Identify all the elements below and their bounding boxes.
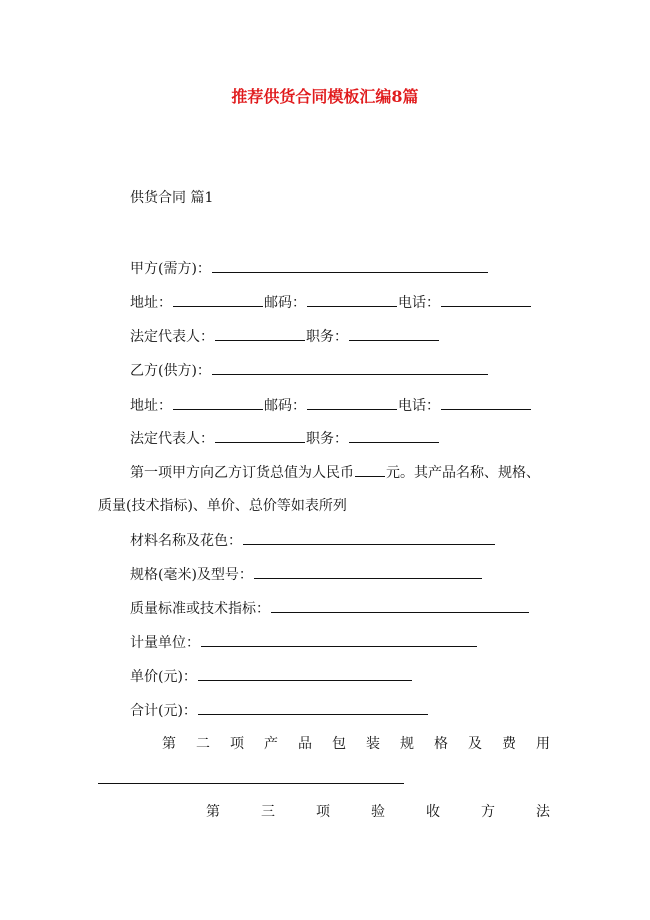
position-blank[interactable] [349, 326, 439, 341]
clause2-char: 第 [162, 736, 176, 752]
party-a-rep-row [130, 326, 440, 347]
postcode-blank[interactable] [307, 395, 397, 410]
clause3-char: 收 [426, 804, 440, 820]
position-blank[interactable] [349, 428, 439, 443]
clause2-char: 项 [230, 736, 244, 752]
material-blank[interactable] [243, 530, 495, 545]
price-row [130, 666, 413, 687]
clause2-heading [162, 734, 550, 754]
clause2-char: 规 [400, 736, 414, 752]
position-label: 职务： [306, 329, 348, 345]
clause1-text-b: 元。其产品名称、规格、 [386, 465, 540, 481]
clause1-line1 [130, 462, 540, 483]
clause2-char: 包 [332, 736, 346, 752]
clause2-char: 费 [502, 736, 516, 752]
spec-row [130, 564, 483, 585]
party-a-label: 甲方(需方)： [130, 261, 211, 277]
postcode-label: 邮码： [264, 398, 306, 414]
clause3-char: 验 [371, 804, 385, 820]
price-blank[interactable] [198, 666, 412, 681]
rep-blank[interactable] [215, 428, 305, 443]
clause2-char: 及 [468, 736, 482, 752]
address-blank[interactable] [173, 395, 263, 410]
quality-blank[interactable] [271, 598, 529, 613]
material-label: 材料名称及花色： [130, 533, 242, 549]
page-title: 推荐供货合同模板汇编8篇 [231, 87, 419, 106]
phone-label: 电话： [398, 398, 440, 414]
clause2-char: 品 [298, 736, 312, 752]
clause1-text-a: 第一项甲方向乙方订货总值为人民币 [130, 465, 354, 481]
clause2-char: 二 [196, 736, 210, 752]
clause1-line2: 质量(技术指标)、单价、总价等如表所列 [98, 498, 347, 514]
clause2-char: 装 [366, 736, 380, 752]
party-b-rep-row [130, 428, 440, 449]
spec-blank[interactable] [254, 564, 482, 579]
clause2-char: 格 [434, 736, 448, 752]
address-label: 地址： [130, 398, 172, 414]
clause3-char: 第 [206, 804, 220, 820]
rep-blank[interactable] [215, 326, 305, 341]
party-a-address-row [130, 292, 532, 313]
phone-label: 电话： [398, 295, 440, 311]
postcode-blank[interactable] [307, 292, 397, 307]
clause2-char: 产 [264, 736, 278, 752]
address-label: 地址： [130, 295, 172, 311]
rep-label: 法定代表人： [130, 431, 214, 447]
party-b-blank[interactable] [212, 360, 488, 375]
total-blank[interactable] [198, 700, 428, 715]
clause3-heading [206, 802, 550, 822]
party-b-address-row [130, 395, 532, 416]
party-a-row [130, 258, 489, 279]
clause3-char: 项 [316, 804, 330, 820]
quality-label: 质量标准或技术指标： [130, 601, 270, 617]
party-b-label: 乙方(供方)： [130, 363, 211, 379]
quality-row [130, 598, 530, 619]
price-label: 单价(元)： [130, 669, 197, 685]
clause3-char: 方 [481, 804, 495, 820]
total-label: 合计(元)： [130, 703, 197, 719]
party-b-row [130, 360, 489, 381]
rep-label: 法定代表人： [130, 329, 214, 345]
party-a-blank[interactable] [212, 258, 488, 273]
phone-blank[interactable] [441, 395, 531, 410]
postcode-label: 邮码： [264, 295, 306, 311]
section-heading: 供货合同 篇1 [130, 190, 214, 206]
clause2-blank[interactable] [98, 783, 404, 784]
phone-blank[interactable] [441, 292, 531, 307]
unit-blank[interactable] [201, 632, 477, 647]
clause3-char: 三 [261, 804, 275, 820]
address-blank[interactable] [173, 292, 263, 307]
amount-blank[interactable] [355, 462, 385, 477]
position-label: 职务： [306, 431, 348, 447]
spec-label: 规格(毫米)及型号： [130, 567, 253, 583]
clause3-char: 法 [536, 804, 550, 820]
unit-label: 计量单位： [130, 635, 200, 651]
material-row [130, 530, 496, 551]
total-row [130, 700, 429, 721]
unit-row [130, 632, 478, 653]
clause2-char: 用 [536, 736, 550, 752]
